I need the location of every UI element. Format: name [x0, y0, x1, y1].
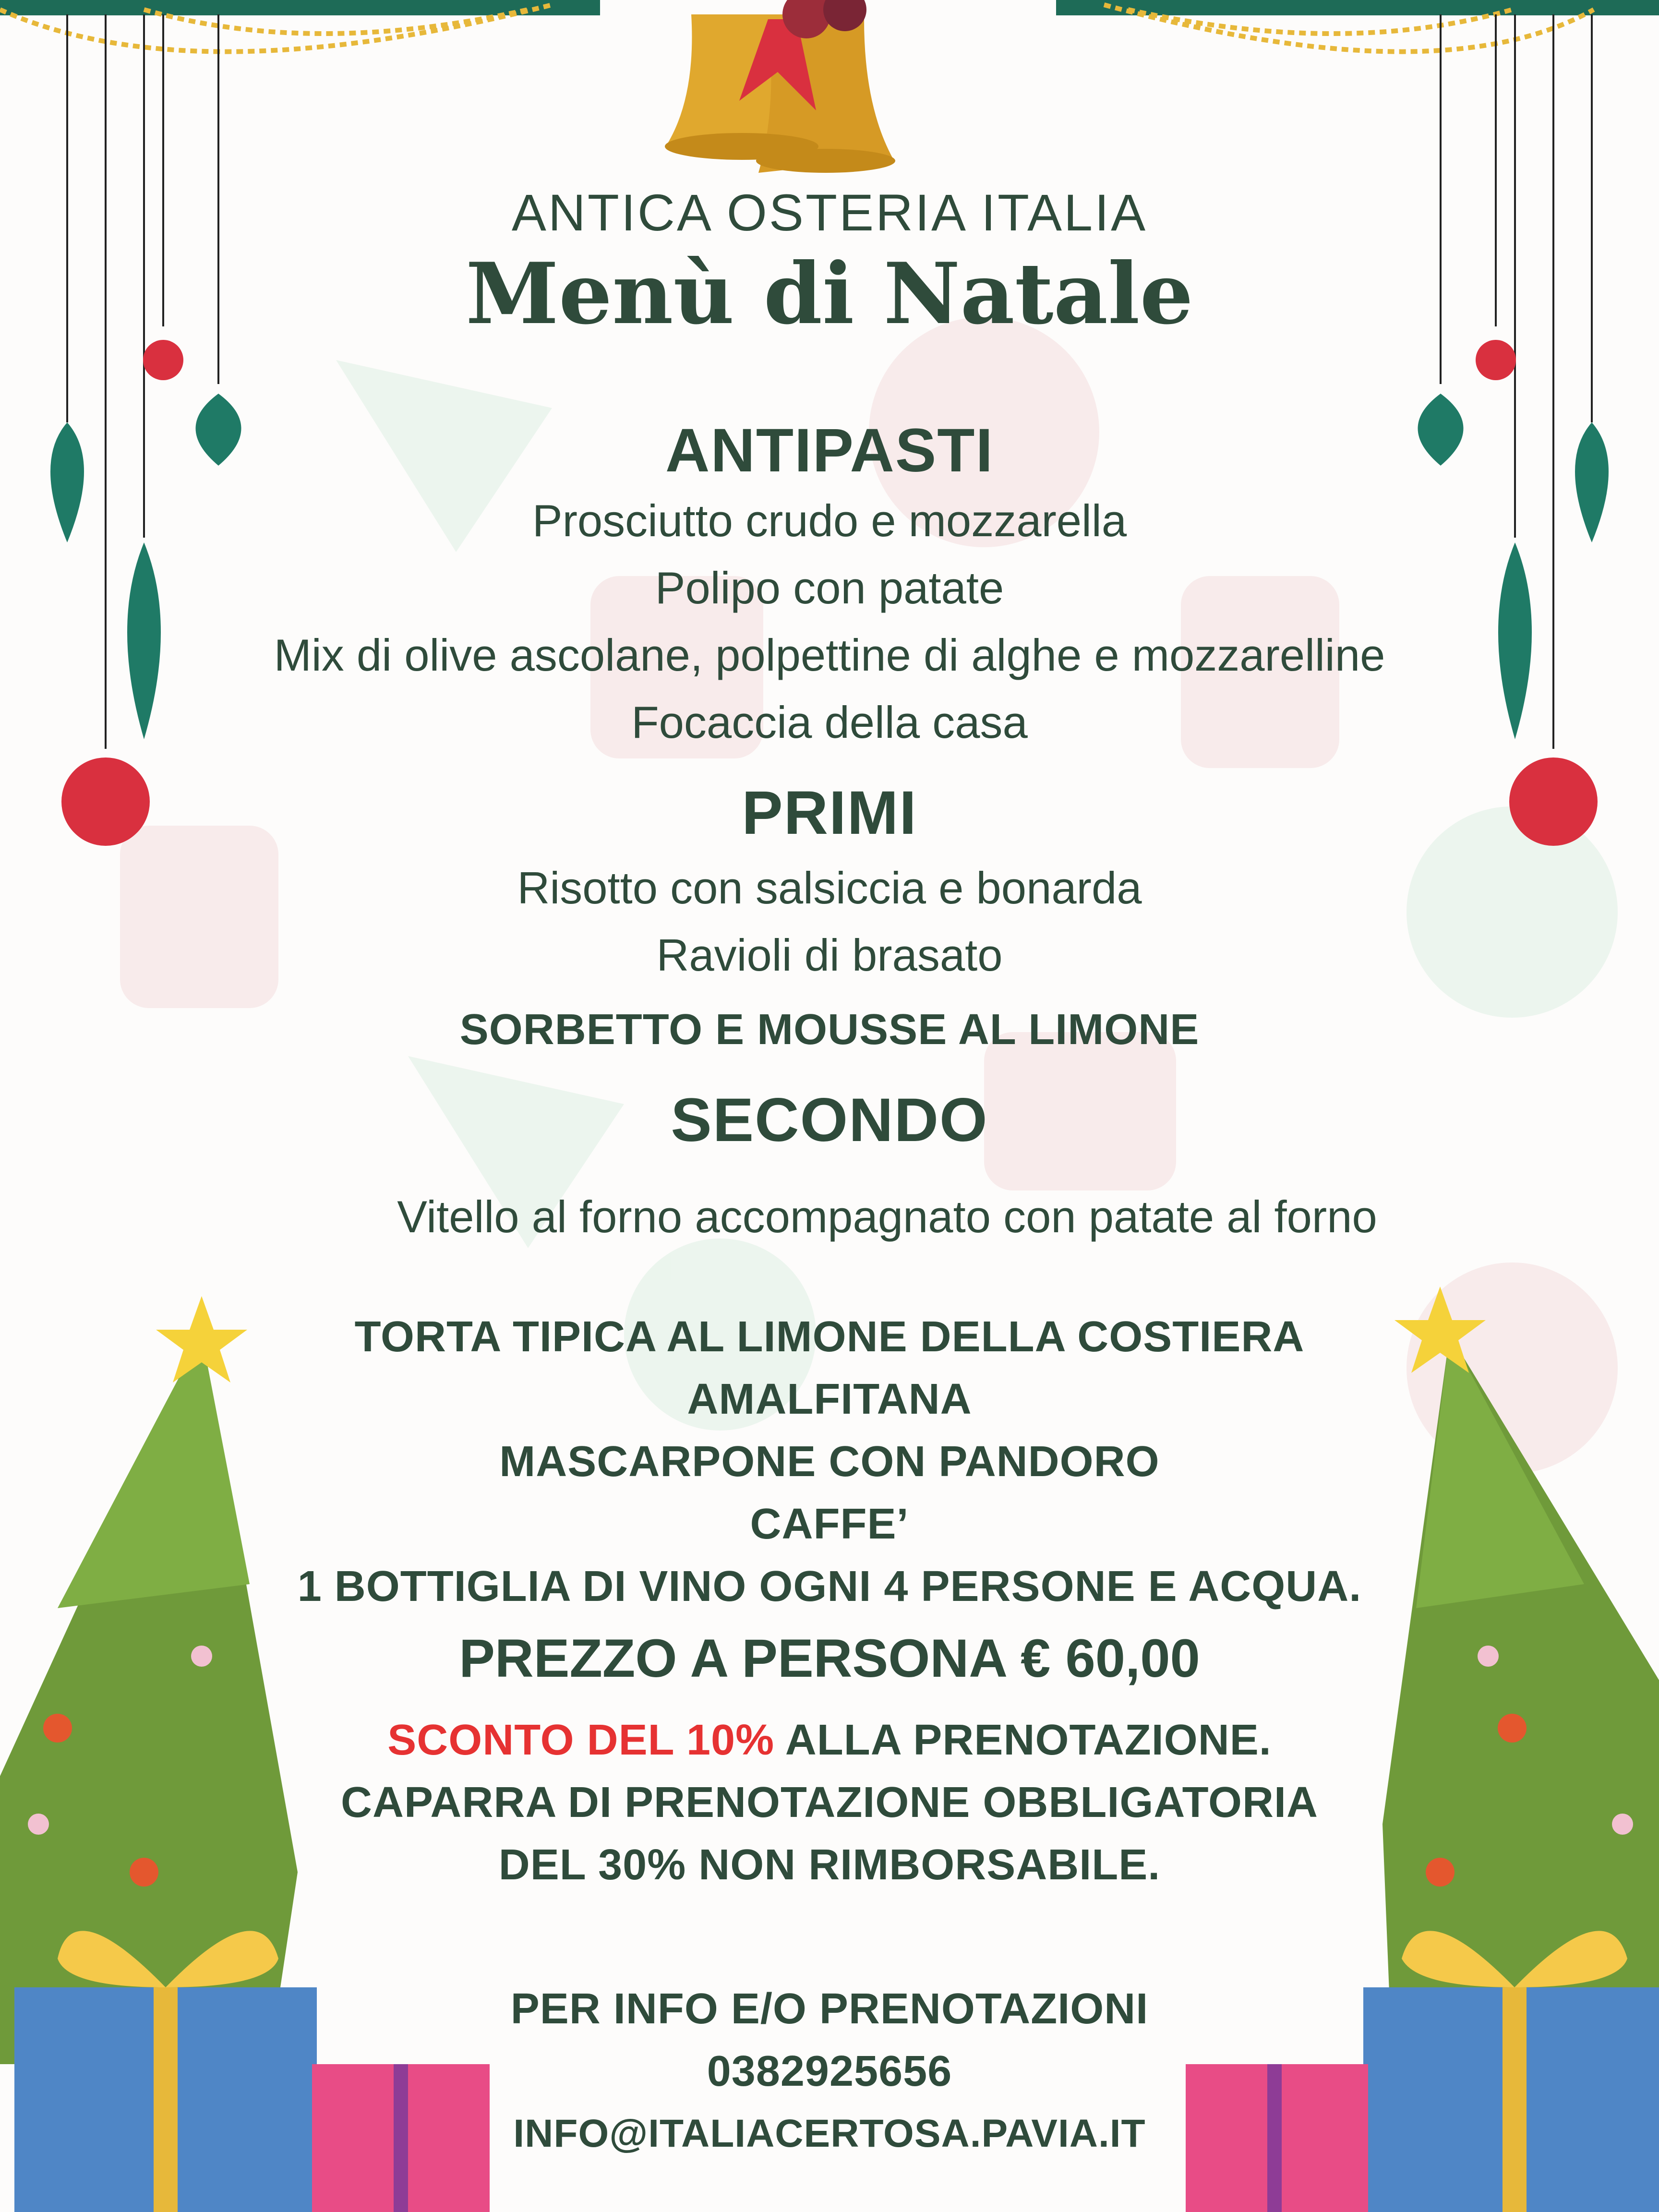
garland-left-icon	[0, 0, 600, 52]
menu-item: Focaccia della casa	[631, 697, 1028, 747]
menu-item: Risotto con salsiccia e bonarda	[517, 863, 1142, 913]
deposit-line: DEL 30% NON RIMBORSABILE.	[498, 1841, 1161, 1889]
menu-item: Polipo con patate	[655, 563, 1004, 613]
garland-right-icon	[1056, 0, 1659, 52]
dessert-line: MASCARPONE CON PANDORO	[499, 1438, 1160, 1486]
contact-label: PER INFO E/O PRENOTAZIONI	[510, 1985, 1149, 2033]
restaurant-name: ANTICA OSTERIA ITALIA	[511, 183, 1148, 241]
contact-email[interactable]: INFO@ITALIACERTOSA.PAVIA.IT	[513, 2112, 1146, 2155]
deposit-line: CAPARRA DI PRENOTAZIONE OBBLIGATORIA	[341, 1779, 1318, 1827]
section-heading-primi: PRIMI	[742, 779, 917, 847]
discount-text: ALLA PRENOTAZIONE.	[785, 1716, 1272, 1764]
price-per-person: PREZZO A PERSONA € 60,00	[459, 1628, 1200, 1688]
menu-title: Menù di Natale	[466, 245, 1193, 343]
menu-item: Ravioli di brasato	[656, 930, 1003, 980]
contact-phone[interactable]: 0382925656	[707, 2047, 952, 2095]
discount-highlight: SCONTO DEL 10%	[387, 1716, 775, 1764]
menu-item: Mix di olive ascolane, polpettine di alghe e mozzarelline	[274, 630, 1385, 680]
intermezzo-line: SORBETTO E MOUSSE AL LIMONE	[459, 1006, 1200, 1054]
section-heading-secondo: SECONDO	[671, 1086, 988, 1154]
bells-icon	[665, 0, 895, 173]
section-heading-antipasti: ANTIPASTI	[665, 416, 994, 485]
discount-line	[0, 1709, 1659, 1771]
dessert-line: 1 BOTTIGLIA DI VINO OGNI 4 PERSONE E ACQUA.	[297, 1563, 1362, 1611]
dessert-line: AMALFITANA	[687, 1375, 972, 1423]
dessert-line: CAFFE’	[750, 1500, 909, 1548]
dessert-line: TORTA TIPICA AL LIMONE DELLA COSTIERA	[354, 1313, 1305, 1361]
menu-item: Prosciutto crudo e mozzarella	[532, 495, 1127, 546]
menu-item: Vitello al forno accompagnato con patate al forno	[397, 1191, 1377, 1242]
